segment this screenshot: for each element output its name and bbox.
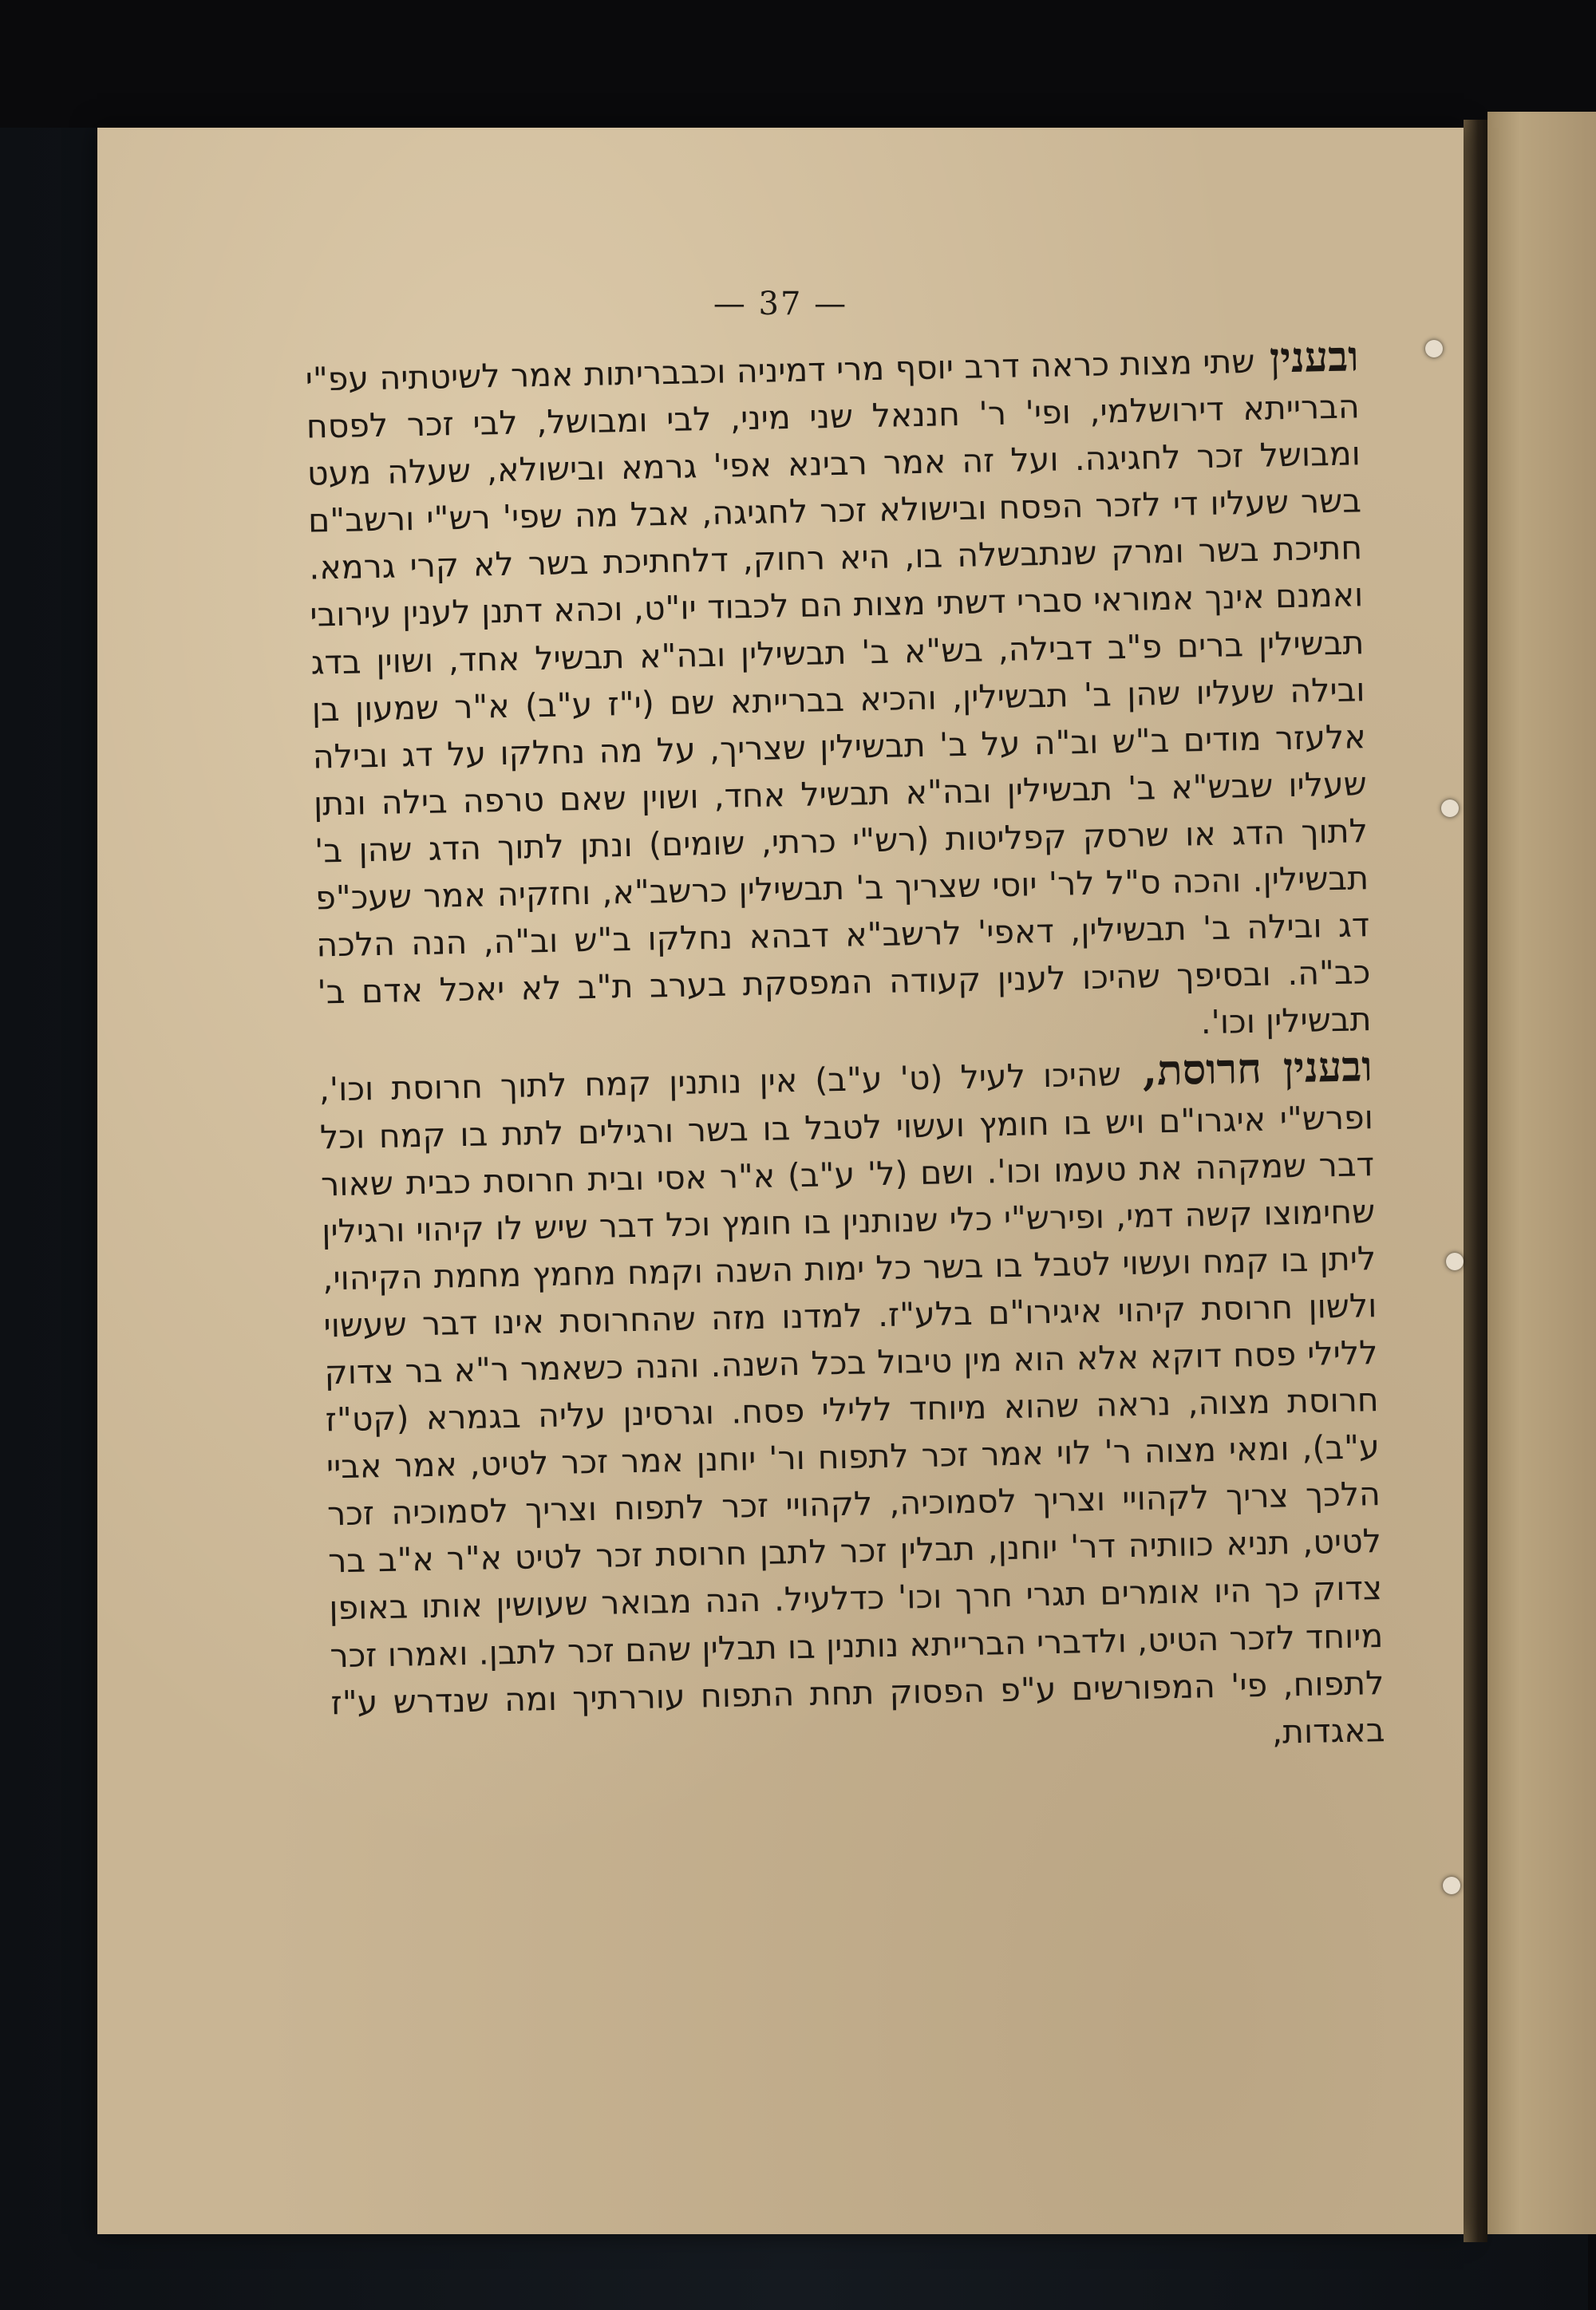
paragraph-text: שהיכו לעיל (ט' ע"ב) אין נותנין קמח לתוך חרוסת וכו', ופרש"י איגרו"ם ויש בו חומץ ועשוי לטבל בו בשר ורגילים לתת בו קמח וכל דבר שמקהה את טעמו וכו'. ושם (ל' ע"ב) א"ר אסי ובית חרוסת כבית שאור שחימוצו קשה דמי, ופירש"י כלי שנותנין בו חומץ וכל דבר שיש לו קיהוי ורגילין ליתן בו קמח ועשוי לטבל בו בשר כל ימות השנה וקמח מחמץ מחמת הקיהוי, ולשון חרוסת קיהוי איגירו"ם בלע"ז. למדנו מזה שהחרוסת אינו דבר שעשוי ללילי פסח דוקא אלא הוא מין טיבול בכל השנה. והנה כשאמר ר"א בר צדוק חרוסת מצוה, נראה שהוא מיוחד ללילי פסח. וגרסינן עליה בגמרא (קט"ז ע"ב), ומאי מצוה ר' לוי אמר זכר לתפוח ור' יוחנן אמר זכר לטיט, אמר אביי הלכך צריך לקהויי וצריך לסמוכיה, לקהויי זכר לתפוח וצריך לסמוכיה זכר לטיט, תניא כוותיה דר' יוחנן, תבלין זכר לתבן חרוסת זכר לטיט א"ר א"ב בר צדוק כך היו אומרים תגרי חרך וכו' כדלעיל. הנה מבואר שעושין אותו באופן מיוחד לזכר הטיט, ולדברי הברייתא נותנין בו תבלין שהם זכר לתבן. ואמרו זכר לתפוח, פי' המפורשים ע"פ הפסוק תחת התפוח עוררתיך ומה שנדרש ע"ז באגדות,: [318, 1055, 1385, 1751]
binding-stitch-icon: [1425, 340, 1443, 357]
paragraph-heading: ובענין חרוסת,: [1120, 1042, 1373, 1096]
page-body-text: [305, 333, 1393, 2180]
paragraph: [305, 333, 1372, 1064]
page-number: — 37 —: [713, 286, 848, 322]
binding-stitch-icon: [1441, 800, 1459, 817]
facing-page-edge: [1487, 112, 1596, 2234]
binding-stitch-icon: [1446, 1253, 1464, 1270]
book-page: [97, 128, 1464, 2234]
paragraph-text: שתי מצות כראה דרב יוסף מרי דמיניה וכבבריתות אמר לשיטתיה עפ"י הברייתא דירושלמי, ופי' ר' חננאל שני מיני, לבי ומבושל, לבי זכר לפסח ומבושל זכר לחגיגה. ועל זה אמר רבינא אפי' גרמא ובישולא, שעלה מעט בשר שעליו די לזכר הפסח ובישולא זכר לחגיגה, אבל מה שפי' רש"י ורשב"ם חתיכת בשר ומרק שנתבשלה בו, היא רחוק, דלחתיכת בשר לא קרי גרמא. ואמנם אינך אמוראי סברי דשתי מצות הם לכבוד יו"ט, וכהא דתנן לענין עירובי תבשילין ברים פ"ב דבילה, בש"א ב' תבשילין ובה"א תבשיל אחד, ושוין בדג ובילה שעליו שהן ב' תבשילין, והכיא בברייתא שם (י"ז ע"ב) א"ר שמעון בן אלעזר מודים ב"ש וב"ה על ב' תבשילין שצריך, על מה נחלקו על דג ובילה שעליו שבש"א ב' תבשילין ובה"א תבשיל אחד, ושוין שאם טרפה בילה ונתן לתוך הדג או שרסק קפליטות (רש"י כרתי, שומים) ונתן לתוך הדג שהן ב' תבשילין. והכה ס"ל לר' יוסי שצריך ב' תבשילין כרשב"א, וחזקיה אמר שעכ"פ דג ובילה ב' תבשילין, דאפי' לרשב"א דבהא נחלקו ב"ש וב"ה, הנה הלכה כב"ה. ובסיפך שהיכו לענין קעודה המפסקת בערב ת"ב לא יאכל אדם ב' תבשילין וכו'.: [305, 342, 1372, 1042]
book-gutter: [1464, 120, 1487, 2242]
binding-stitch-icon: [1443, 1877, 1460, 1894]
paragraph-heading: ובענין: [1254, 332, 1360, 383]
paragraph: [318, 1044, 1385, 1775]
